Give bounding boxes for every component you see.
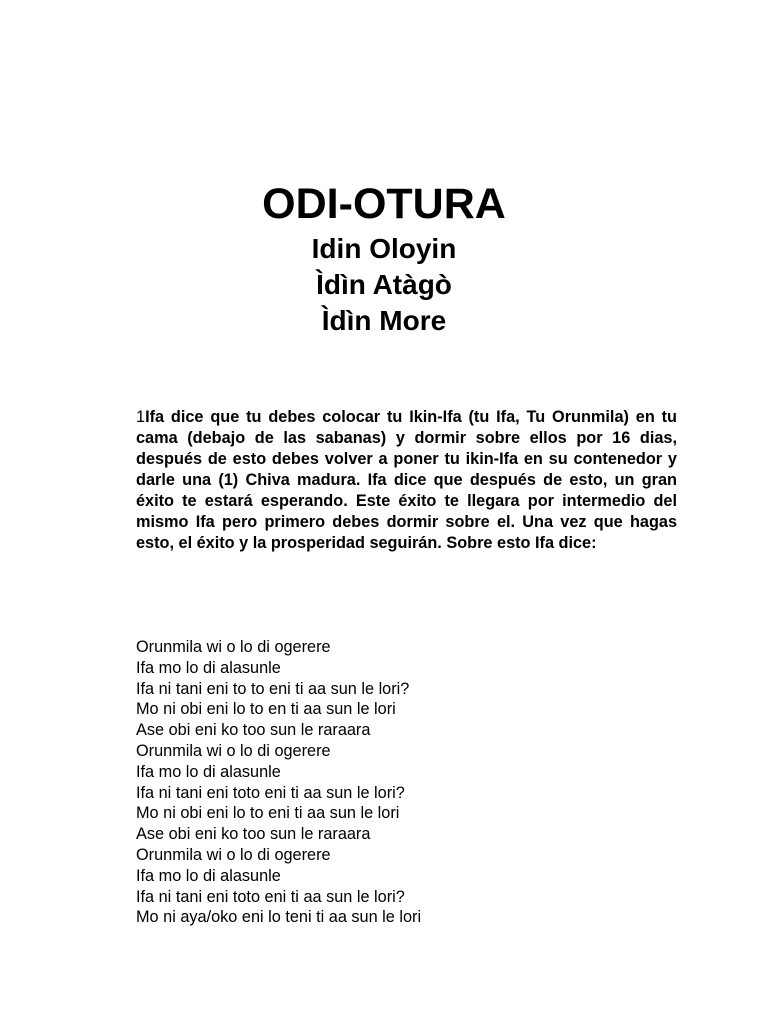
subtitle-line: Idin Oloyin: [311, 233, 457, 264]
subtitle-line: Ìdìn More: [321, 305, 447, 336]
verse-line: Ifa mo lo di alasunle: [136, 658, 281, 677]
verse-line: Orunmila wi o lo di ogerere: [136, 638, 331, 656]
verse-line: Ase obi eni ko too sun le raraara: [136, 825, 371, 844]
verse-line: Orunmila wi o lo di ogerere: [136, 845, 331, 864]
verse-line: Ifa ni tani eni toto eni ti aa sun le lori?: [136, 887, 405, 906]
subtitle-line: Ìdìn Atàgò: [316, 269, 452, 300]
paragraph-number: 1: [136, 408, 146, 426]
verse-line: Mo ni aya/oko eni lo teni ti aa sun le lori: [136, 908, 422, 927]
verse-line: Ifa ni tani eni toto eni ti aa sun le lori?: [136, 783, 405, 802]
verse-line: Ifa mo lo di alasunle: [136, 866, 281, 885]
verse-line: Ifa mo lo di alasunle: [136, 762, 281, 781]
verse-line: Ase obi eni ko too sun le raraara: [136, 721, 371, 740]
verse-line: Mo ni obi eni lo to eni ti aa sun le lori: [136, 804, 400, 823]
body-paragraph: [136, 407, 677, 554]
verse-line: Orunmila wi o lo di ogerere: [136, 741, 331, 760]
paragraph-text: Ifa dice que tu debes colocar tu Ikin-Ifa (tu Ifa, Tu Orunmila) en tu cama (debajo de las sabanas) y dormir sobre ellos por 16 dias, después de esto debes volver a poner tu ikin-Ifa en su contenedor y darle una (1) Chiva madura. Ifa dice que después de esto, un gran éxito te estará esperando. Este éxito te llegara por intermedio del mismo Ifa pero primero debes dormir sobre el. Una vez que hagas esto, el éxito y la prosperidad seguirán. Sobre esto Ifa dice:: [136, 408, 677, 552]
verse-list: [136, 637, 421, 928]
document-title: ODI-OTURA: [262, 180, 506, 228]
verse-line: Ifa ni tani eni to to eni ti aa sun le lori?: [136, 679, 410, 698]
verse-line: Mo ni obi eni lo to en ti aa sun le lori: [136, 700, 396, 719]
subtitle-list: [0, 231, 768, 339]
